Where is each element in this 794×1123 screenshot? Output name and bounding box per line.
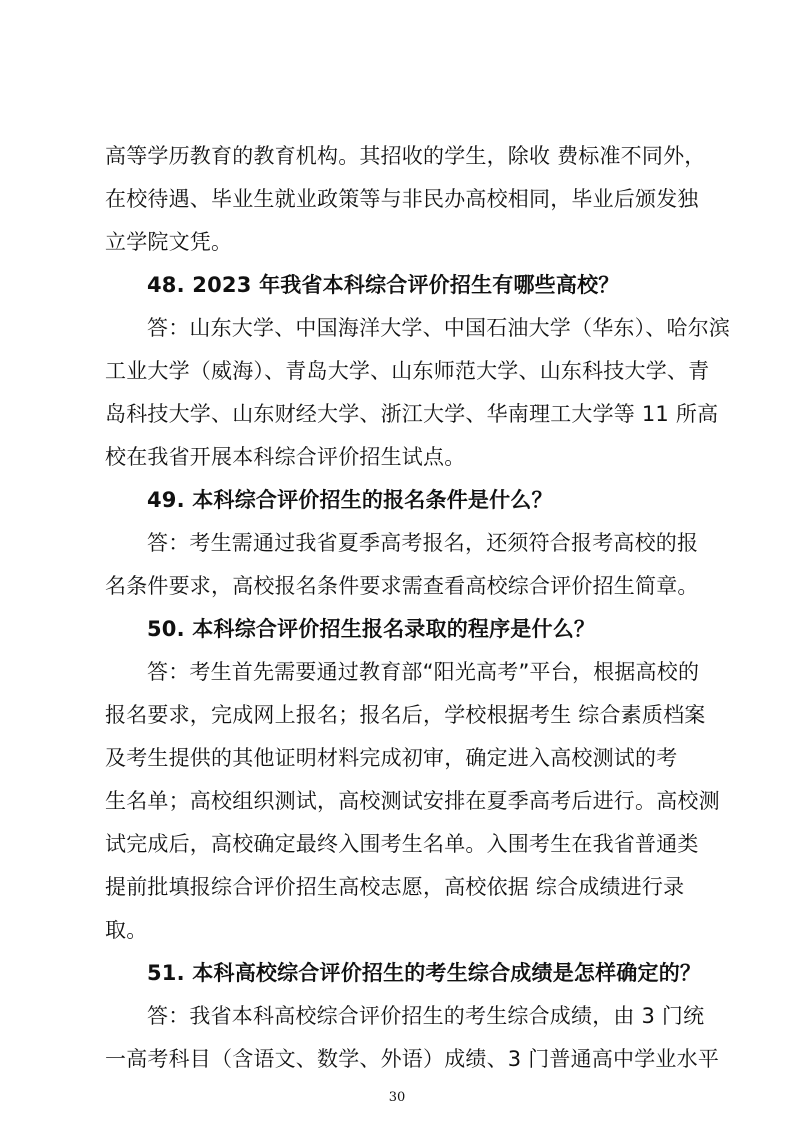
page-number: 30 (388, 1090, 406, 1105)
answer-line: 工业大学（威海）、青岛大学、山东师范大学、山东科技大学、青 (105, 359, 710, 383)
answer-line: 名条件要求，高校报名条件要求需查看高校综合评价招生简章。 (105, 574, 699, 598)
question-heading: 51. 本科高校综合评价招生的考生综合成绩是怎样确定的？ (147, 961, 702, 985)
answer-line: 校在我省开展本科综合评价招生试点。 (105, 445, 466, 469)
answer-line: 取。 (105, 918, 148, 942)
answer-line: 生名单；高校组织测试，高校测试安排在夏季高考后进行。高校测 (105, 789, 720, 813)
answer-line: 答：我省本科高校综合评价招生的考生综合成绩，由 3 门统 (147, 1004, 705, 1028)
paragraph-line: 高等学历教育的教育机构。其招收的学生，除收 费标准不同外， (105, 144, 706, 168)
answer-line: 答：考生首先需要通过教育部“阳光高考”平台，根据高校的 (147, 660, 700, 684)
answer-line: 及考生提供的其他证明材料完成初审，确定进入高校测试的考 (105, 746, 678, 770)
answer-line: 一高考科目（含语文、数学、外语）成绩、3 门普通高中学业水平 (105, 1047, 720, 1071)
answer-line: 报名要求，完成网上报名；报名后，学校根据考生 综合素质档案 (105, 703, 706, 727)
question-heading: 48. 2023 年我省本科综合评价招生有哪些高校？ (147, 273, 620, 297)
answer-line: 试完成后，高校确定最终入围考生名单。入围考生在我省普通类 (105, 832, 699, 856)
answer-line: 答：考生需通过我省夏季高考报名，还须符合报考高校的报 (147, 531, 699, 555)
answer-line: 提前批填报综合评价招生高校志愿，高校依据 综合成绩进行录 (105, 875, 685, 899)
paragraph-line: 立学院文凭。 (105, 230, 233, 254)
answer-line: 岛科技大学、山东财经大学、浙江大学、华南理工大学等 11 所高 (105, 402, 719, 426)
question-heading: 50. 本科综合评价招生报名录取的程序是什么？ (147, 617, 596, 641)
paragraph-line: 在校待遇、毕业生就业政策等与非民办高校相同，毕业后颁发独 (105, 187, 699, 211)
question-heading: 49. 本科综合评价招生的报名条件是什么？ (147, 488, 553, 512)
answer-line: 答：山东大学、中国海洋大学、中国石油大学（华东）、哈尔滨 (147, 316, 731, 340)
